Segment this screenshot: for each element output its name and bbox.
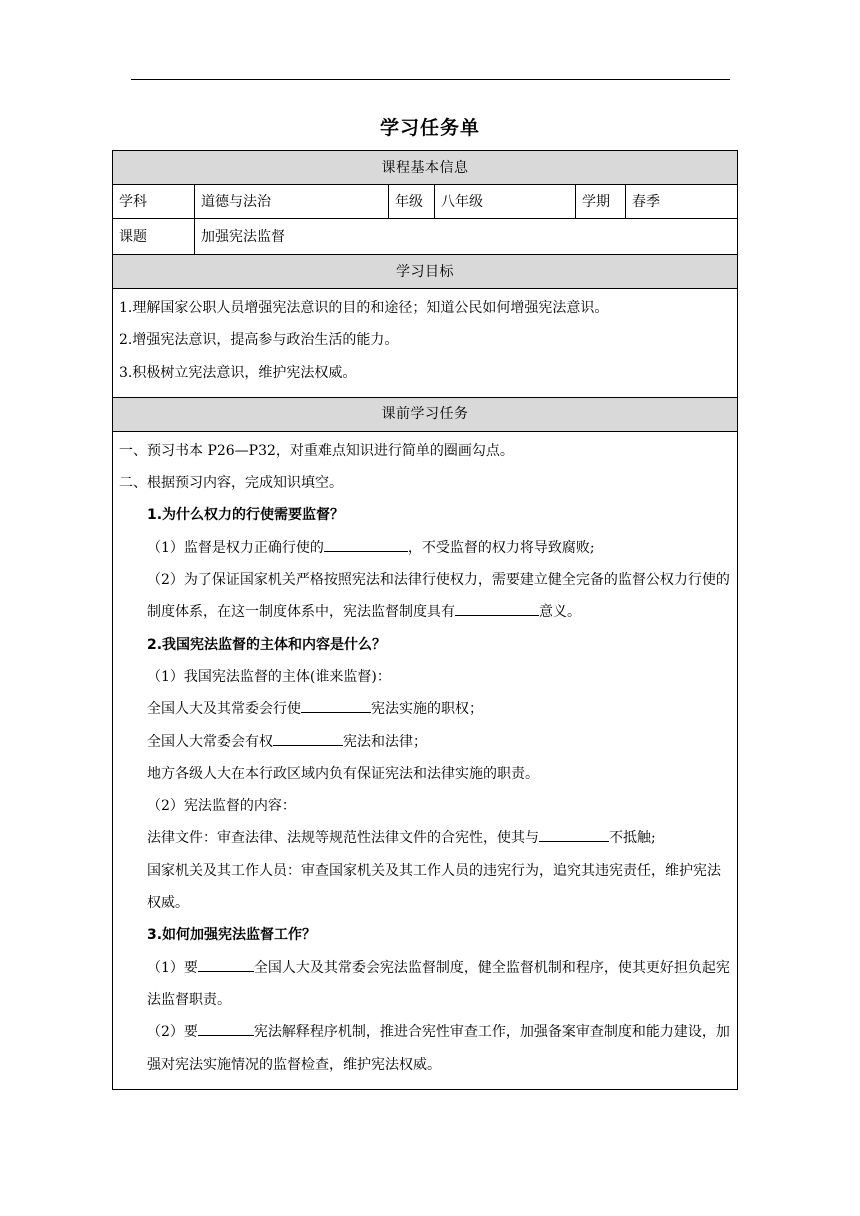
section-header-basic-info: 课程基本信息 — [113, 151, 738, 185]
question-heading: 2.我国宪法监督的主体和内容是什么？ — [147, 636, 387, 653]
question-heading: 1.为什么权力的行使需要监督？ — [147, 507, 345, 524]
answer-blank[interactable] — [539, 827, 609, 842]
task-sheet-table — [112, 150, 738, 1090]
fill-item: 全国人大及其常委会行使 宪法实施的职权； — [119, 693, 731, 725]
sub-heading: （2）宪法监督的内容： — [147, 798, 296, 815]
grade-value: 八年级 — [435, 185, 576, 219]
fill-item: （2）要 宪法解释程序机制，推进合宪性审查工作，加强备案审查制度和能力建设，加强对宪法实施情况的监督检查，维护宪法权威。 — [119, 1016, 731, 1081]
fill-item: 法律文件：审查法律、法规等规范性法律文件的合宪性，使其与 不抵触; — [119, 822, 731, 854]
subject-label: 学科 — [113, 185, 195, 219]
statement-item: 地方各级人大在本行政区域内负有保证宪法和法律实施的职责。 — [147, 765, 539, 782]
answer-blank[interactable] — [324, 537, 408, 552]
fill-item: （2）为了保证国家机关严格按照宪法和法律行使权力，需要建立健全完备的监督公权力行使的制度体系，在这一制度体系中，宪法监督制度具有 意义。 — [147, 572, 730, 621]
sub-heading: （1）我国宪法监督的主体(谁来监督)： — [147, 668, 391, 685]
section-header-objectives: 学习目标 — [113, 255, 738, 289]
term-label: 学期 — [576, 185, 626, 219]
pre-class-tasks-cell — [113, 431, 738, 1089]
task-fill-blanks: 二、根据预习内容，完成知识填空。 — [119, 475, 343, 492]
answer-blank[interactable] — [301, 698, 371, 713]
topic-label: 课题 — [113, 219, 195, 255]
task-preview: 一、预习书本 P26—P32，对重难点知识进行简单的圈画勾点。 — [119, 442, 514, 459]
page-title: 学习任务单 — [379, 117, 480, 139]
term-value: 春季 — [626, 185, 738, 219]
grade-label: 年级 — [389, 185, 435, 219]
subject-value: 道德与法治 — [195, 185, 389, 219]
answer-blank[interactable] — [455, 601, 539, 616]
statement-item: 国家机关及其工作人员：审查国家机关及其工作人员的违宪行为，追究其违宪责任，维护宪法权威。 — [147, 862, 721, 912]
objective-item: 2.增强宪法意识，提高参与政治生活的能力。 — [119, 332, 399, 349]
fill-item: （1）监督是权力正确行使的 ，不受监督的权力将导致腐败; — [119, 532, 731, 564]
objective-item: 3.积极树立宪法意识，维护宪法权威。 — [119, 364, 357, 381]
fill-item: 全国人大常委会有权 宪法和法律； — [119, 726, 731, 758]
fill-item: （1）要 全国人大及其常委会宪法监督制度，健全监督机制和程序，使其更好担负起宪法监督职责。 — [119, 952, 731, 1017]
topic-value: 加强宪法监督 — [195, 219, 738, 255]
answer-blank[interactable] — [198, 1021, 254, 1036]
objectives-cell — [113, 289, 738, 398]
question-heading: 3.如何加强宪法监督工作？ — [147, 927, 317, 944]
header-rule — [131, 79, 730, 80]
answer-blank[interactable] — [198, 957, 254, 972]
answer-blank[interactable] — [273, 731, 343, 746]
objective-item: 1.理解国家公职人员增强宪法意识的目的和途径；知道公民如何增强宪法意识。 — [119, 300, 609, 316]
section-header-pre-class: 课前学习任务 — [113, 397, 738, 431]
